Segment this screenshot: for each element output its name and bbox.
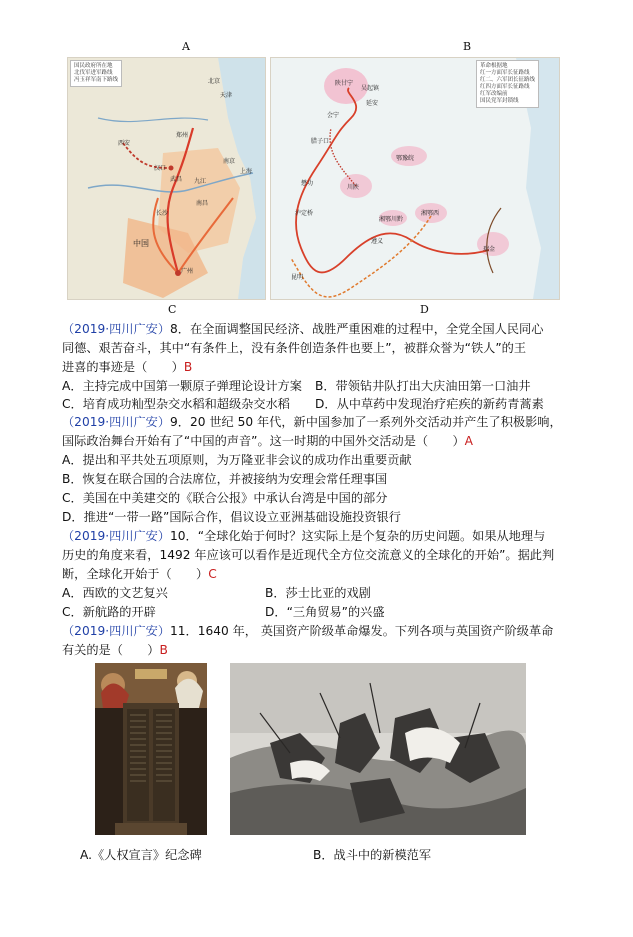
map-label-c: C [168, 303, 177, 316]
place-label: 西安 [118, 140, 131, 147]
option-b: B．莎士比亚的戏剧 [265, 586, 371, 600]
question-8-options-row-2 [62, 395, 544, 413]
place-label: 广州 [181, 268, 194, 275]
battle-engraving [230, 663, 526, 835]
question-10-line-2 [62, 546, 554, 564]
option-a: A．西欧的文艺复兴 [62, 586, 168, 600]
question-text: 11．1640 年， 英国资产阶级革命爆发。下列各项与英国资产阶级革命 [170, 624, 554, 638]
place-label: 汉口 [154, 165, 167, 172]
place-label: 懋功 [301, 180, 314, 187]
northern-expedition-map [67, 57, 266, 300]
question-10-line-1 [62, 527, 545, 545]
map-label-d: D [420, 303, 429, 316]
place-label: 会宁 [327, 112, 340, 119]
long-march-map [270, 57, 560, 300]
question-10-options-row-2 [62, 603, 385, 621]
question-source: （2019·四川广安） [62, 415, 171, 429]
place-label: 武昌 [170, 176, 183, 183]
place-label: 南京 [223, 158, 236, 165]
question-text: 10．“全球化始于何时？这实际上是个复杂的历史问题。如果从地理与 [170, 529, 546, 543]
image-a-caption: A.《人权宣言》纪念碑 [80, 848, 202, 862]
question-source: （2019·四川广安） [62, 624, 171, 638]
question-10-options-row-1 [62, 584, 371, 602]
map-label-b: B [463, 40, 472, 53]
map-label-a: A [182, 40, 190, 53]
question-9-option-a: A．提出和平共处五项原则，为万隆亚非会议的成功作出重要贡献 [62, 453, 412, 467]
place-label: 泸定桥 [295, 210, 314, 217]
place-label: 郑州 [176, 132, 189, 139]
place-label: 陕甘宁 [335, 80, 354, 87]
image-b-caption: B．战斗中的新模范军 [313, 848, 432, 862]
place-label: 长沙 [156, 210, 169, 217]
legend-item: 国民政府所在地 [74, 63, 113, 69]
option-c: C．新航路的开辟 [62, 605, 156, 619]
new-model-army-battle-image [230, 663, 526, 835]
option-c: C．培育成功籼型杂交水稻和超级杂交水稻 [62, 397, 290, 411]
question-text: 同德、艰苦奋斗，其中“有条件上，没有条件创造条件也要上”，被群众誉为“铁人”的王 [62, 341, 527, 355]
question-8-line-1 [62, 320, 543, 338]
answer-mark: B [159, 643, 168, 657]
declaration-painting [95, 663, 207, 835]
question-source: （2019·四川广安） [62, 322, 171, 336]
place-label: 湘鄂川黔 [379, 216, 404, 223]
legend-item: 北伐军进军路线 [74, 70, 113, 76]
answer-mark: A [464, 434, 473, 448]
question-text: 9．20 世纪 50 年代，新中国参加了一系列外交活动并产生了积极影响， [170, 415, 562, 429]
question-text: 8．在全面调整国民经济、战胜严重困难的过程中，全党全国人民同心 [170, 322, 544, 336]
question-text: 有关的是（ ） [62, 643, 160, 657]
option-d: D．“三角贸易”的兴盛 [265, 605, 385, 619]
place-label: 遵义 [371, 238, 384, 245]
northern-expedition-map-graphic [68, 58, 265, 299]
legend-item: 红四方面军长征路线 [480, 84, 530, 90]
place-label: 中国 [133, 239, 149, 248]
place-label: 南昌 [196, 200, 209, 207]
question-text: 进喜的事迹是（ ） [62, 360, 184, 374]
question-8-line-2 [62, 339, 526, 357]
question-9-option-b: B．恢复在联合国的合法席位，并被接纳为安理会常任理事国 [62, 472, 388, 486]
place-label: 腊子口 [311, 138, 330, 145]
legend-item: 国民党军封锁线 [480, 98, 519, 104]
question-8-line-3 [62, 358, 192, 376]
place-label: 昆明 [291, 274, 304, 281]
question-9-option-c: C．美国在中美建交的《联合公报》中承认台湾是中国的部分 [62, 491, 388, 505]
question-9-line-1 [62, 413, 562, 431]
place-label: 湘鄂西 [421, 210, 440, 217]
question-text: 断，全球化开始于（ ） [62, 567, 209, 581]
legend-item: 革命根据地 [480, 63, 508, 69]
answer-mark: B [183, 360, 193, 374]
place-label: 天津 [220, 92, 233, 99]
question-source: （2019·四川广安） [62, 529, 171, 543]
place-label: 川陕 [347, 184, 360, 191]
legend-item: 冯玉祥军南下路线 [74, 77, 119, 83]
question-11-line-1 [62, 622, 553, 640]
question-text: 历史的角度来看，1492 年应该可以看作是近现代全方位交流意义的全球化的开始”。据此判 [62, 548, 555, 562]
place-label: 瑞金 [483, 246, 496, 253]
place-label: 北京 [208, 78, 221, 85]
place-label: 吴起镇 [361, 85, 380, 92]
northern-expedition-legend [70, 60, 122, 87]
long-march-legend [476, 60, 539, 108]
place-label: 九江 [194, 178, 207, 185]
option-a: A．主持完成中国第一颗原子弹理论设计方案 [62, 379, 302, 393]
option-b: B．带领钻井队打出大庆油田第一口油井 [315, 379, 531, 393]
question-9-line-2 [62, 432, 473, 450]
question-11-line-2 [62, 641, 168, 659]
declaration-of-rights-monument-image [95, 663, 207, 835]
question-8-options-row-1 [62, 377, 531, 395]
answer-mark: C [208, 567, 217, 581]
question-9-option-d: D．推进“一带一路”国际合作，倡议设立亚洲基础设施投资银行 [62, 510, 401, 524]
place-label: 延安 [366, 100, 379, 107]
option-d: D．从中草药中发现治疗疟疾的新药青蒿素 [315, 397, 544, 411]
legend-item: 红一方面军长征路线 [480, 70, 530, 76]
legend-item: 红军改编前 [480, 91, 508, 97]
legend-item: 红二、六军团长征路线 [480, 77, 536, 83]
place-label: 上海 [240, 168, 253, 175]
place-label: 鄂豫皖 [396, 155, 415, 162]
question-10-line-3 [62, 565, 217, 583]
question-text: 国际政治舞台开始有了“中国的声音”。这一时期的中国外交活动是（ ） [62, 434, 465, 448]
